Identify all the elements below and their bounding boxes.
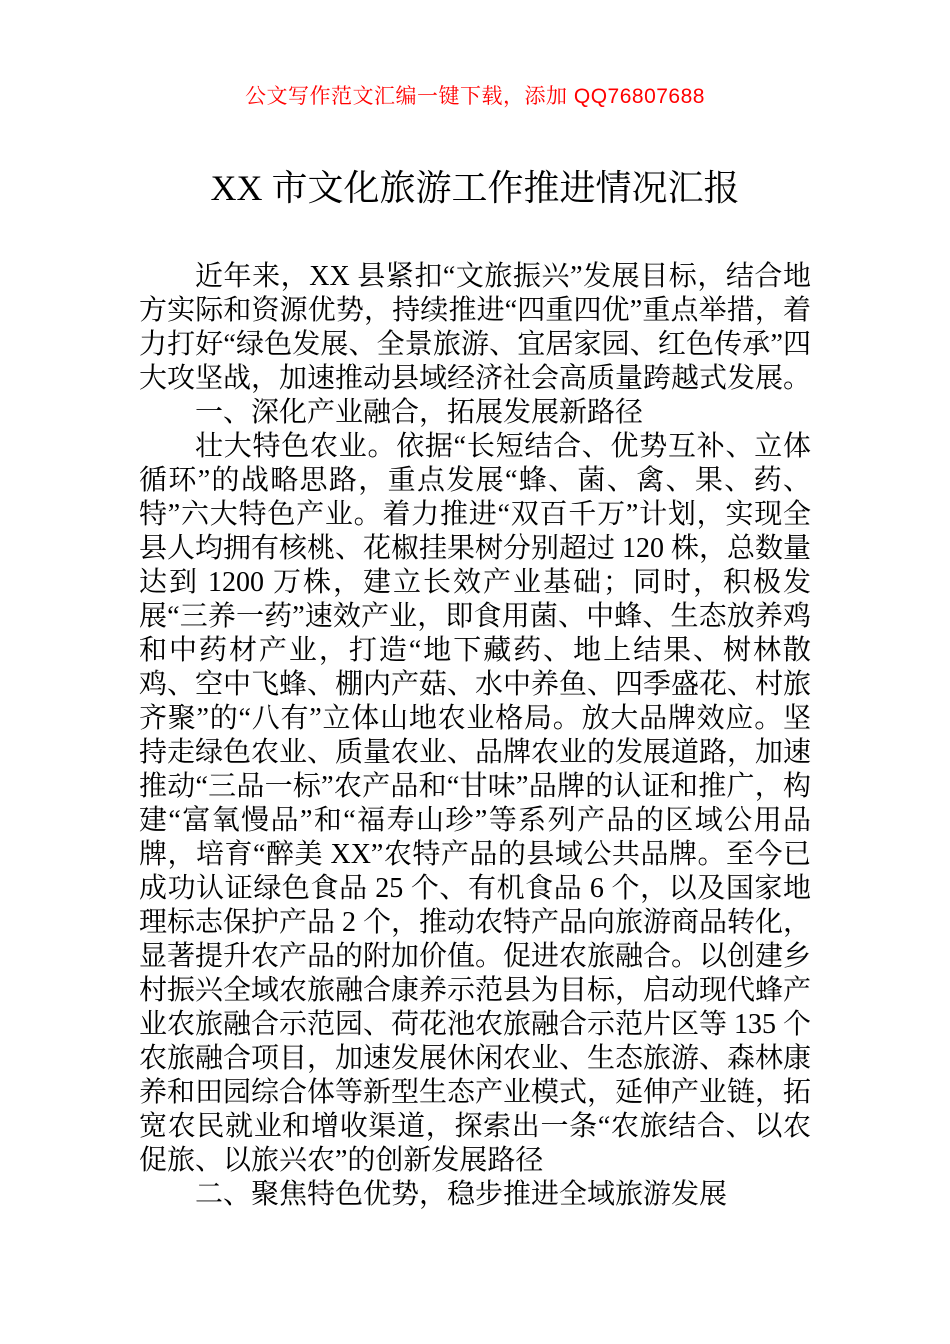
body-paragraph: 近年来，XX 县紧扣“文旅振兴”发展目标，结合地方实际和资源优势，持续推进“四重四优”重点举措，着力打好“绿色发展、全景旅游、宜居家园、红色传承”四大攻坚战，加速推动县域经济社会高质量跨越式发展。 [139,261,812,394]
document-body [139,260,811,1212]
promo-banner: 公文写作范文汇编一键下载，添加 QQ76807688 [245,85,705,108]
document-title: XX 市文化旅游工作推进情况汇报 [210,168,740,208]
body-paragraph: 壮大特色农业。依据“长短结合、优势互补、立体循环”的战略思路，重点发展“蜂、菌、禽、果、药、特”六大特色产业。着力推进“双百千万”计划，实现全县人均拥有核桃、花椒挂果树分别超过 120 株，总数量达到 1200 万株，建立长效产业基础；同时，积极发展“三养一药”速效产业，即食用菌、中蜂、生态放养鸡和中药材产业，打造“地下藏药、地上结果、树林散鸡、空中飞蜂、棚内产菇、水中养鱼、四季盛花、村旅齐聚”的“八有”立体山地农业格局。放大品牌效应。坚持走绿色农业、质量农业、品牌农业的发展道路，加速推动“三品一标”农产品和“甘味”品牌的认证和推广，构建“富氧慢品”和“福寿山珍”等系列产品的区域公用品牌，培育“醉美 XX”农特产品的县域公共品牌。至今已成功认证绿色食品 25 个、有机食品 6 个，以及国家地理标志保护产品 2 个，推动农特产品向旅游商品转化，显著提升农产品的附加价值。促进农旅融合。以创建乡村振兴全域农旅融合康养示范县为目标，启动现代蜂产业农旅融合示范园、荷花池农旅融合示范片区等 135 个农旅融合项目，加速发展休闲农业、生态旅游、森林康养和田园综合体等新型生态产业模式，延伸产业链，拓宽农民就业和增收渠道，探索出一条“农旅结合、以农促旅、以旅兴农”的创新发展路径 [139,431,812,1176]
section-heading: 一、深化产业融合，拓展发展新路径 [195,397,644,428]
section-heading: 二、聚焦特色优势，稳步推进全域旅游发展 [195,1179,728,1210]
